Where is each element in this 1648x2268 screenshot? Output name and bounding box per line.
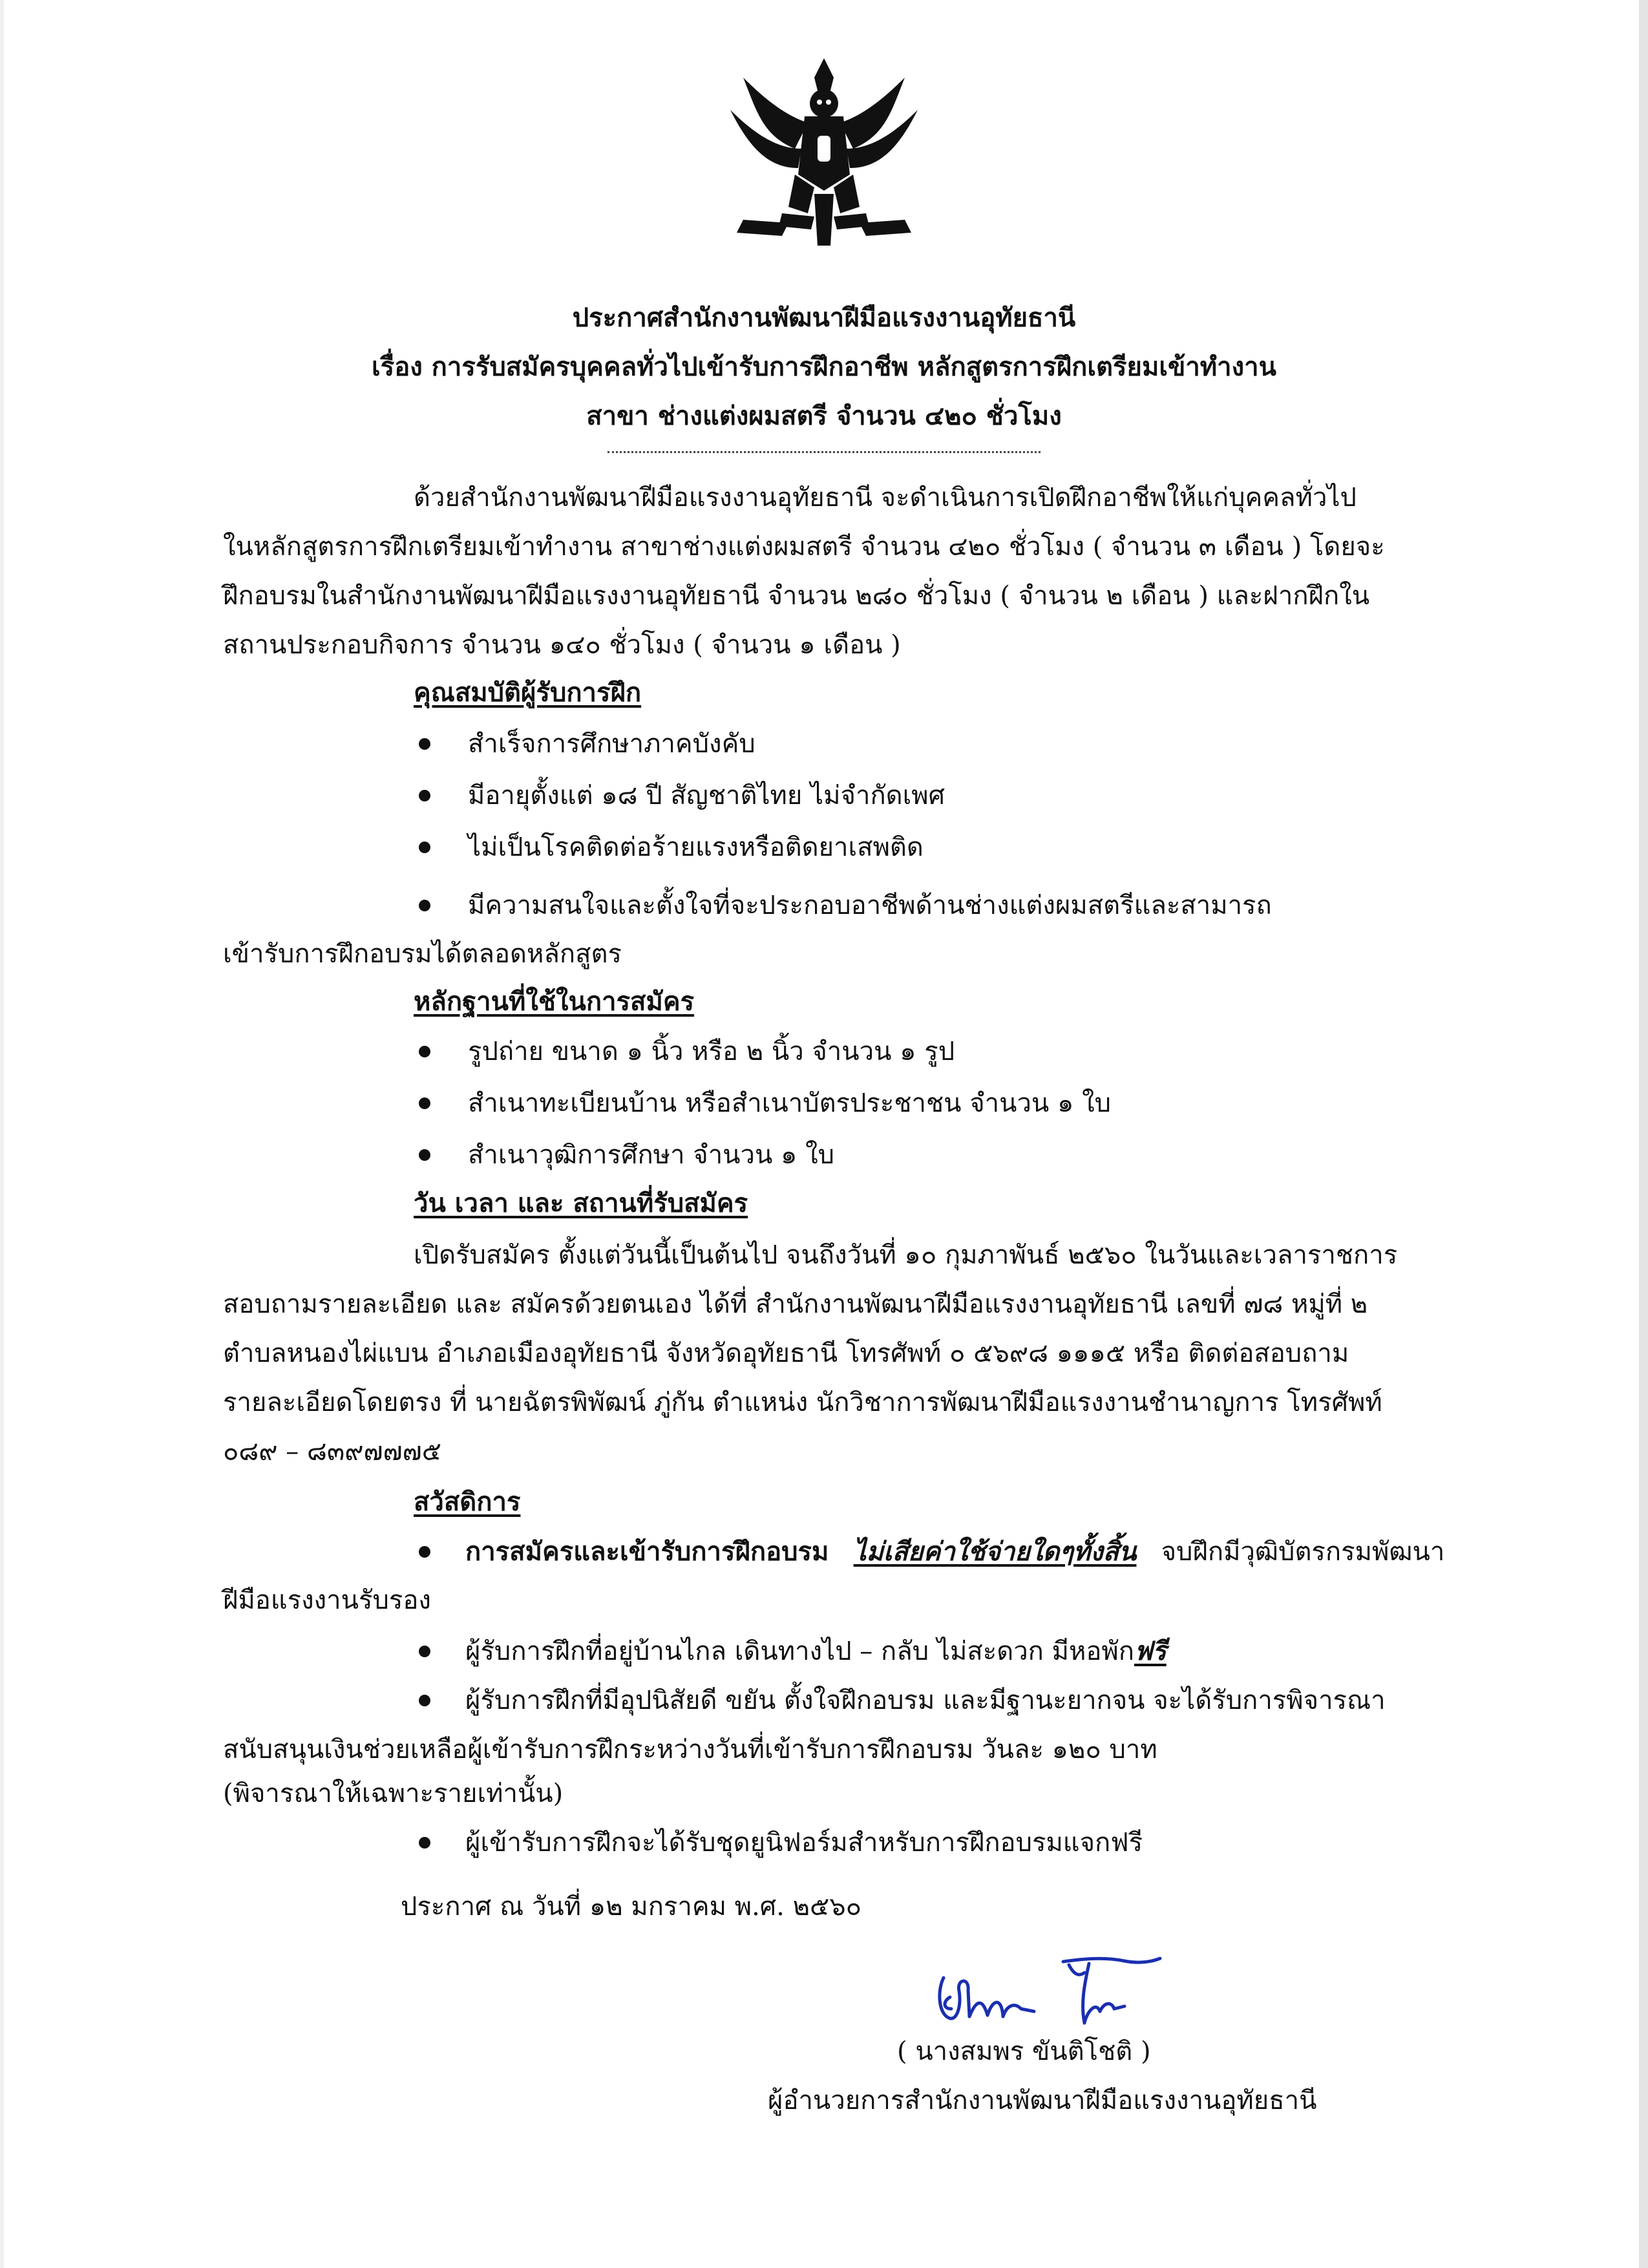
list-item: รูปถ่าย ขนาด ๑ นิ้ว หรือ ๒ นิ้ว จำนวน ๑ รูป bbox=[468, 1037, 955, 1066]
list-item-continuation: ฝีมือแรงงานรับรอง bbox=[223, 1585, 431, 1615]
list-item-continuation: สนับสนุนเงินช่วยเหลือผู้เข้ารับการฝึกระหว่างวันที่เข้ารับการฝึกอบรม วันละ ๑๒๐ บาท bbox=[223, 1735, 1157, 1765]
bullet-icon bbox=[419, 1546, 430, 1558]
bullet-icon bbox=[419, 1646, 430, 1657]
intro-line: ในหลักสูตรการฝึกเตรียมเข้าทำงาน สาขาช่างแต่งผมสตรี จำนวน ๔๒๐ ชั่วโมง ( จำนวน ๓ เดือน ) โดยจะ bbox=[223, 532, 1385, 562]
announcement-branch: สาขา ช่างแต่งผมสตรี จำนวน ๔๒๐ ชั่วโมง bbox=[586, 401, 1062, 431]
list-item: สำเนาทะเบียนบ้าน หรือสำเนาบัตรประชาชน จำนวน ๑ ใบ bbox=[468, 1088, 1111, 1118]
intro-line: ด้วยสำนักงานพัฒนาฝีมือแรงงานอุทัยธานี จะดำเนินการเปิดฝึกอาชีพให้แก่บุคคลทั่วไป bbox=[414, 483, 1357, 513]
list-item bbox=[465, 1536, 1444, 1567]
bullet-icon bbox=[419, 1097, 430, 1109]
qualifications-heading: คุณสมบัติผู้รับการฝึก bbox=[414, 677, 642, 708]
list-item: มีความสนใจและตั้งใจที่จะประกอบอาชีพด้านช่างแต่งผมสตรีและสามารถ bbox=[468, 891, 1272, 920]
announcement-subject: เรื่อง การรับสมัครบุคคลทั่วไปเข้ารับการฝึกอาชีพ หลักสูตรการฝึกเตรียมเข้าทำงาน bbox=[372, 352, 1276, 382]
scan-edge-right bbox=[1639, 0, 1648, 2268]
announcement-date: ประกาศ ณ วันที่ ๑๒ มกราคม พ.ศ. ๒๕๖๐ bbox=[401, 1892, 862, 1922]
signatory-position: ผู้อำนวยการสำนักงานพัฒนาฝีมือแรงงานอุทัยธานี bbox=[768, 2086, 1317, 2115]
bullet-icon bbox=[419, 1149, 430, 1161]
schedule-line: ตำบลหนองไผ่แบน อำเภอเมืองอุทัยธานี จังหวัดอุทัยธานี โทรศัพท์ ๐ ๕๖๙๘ ๑๑๑๕ หรือ ติดต่อสอบถาม bbox=[223, 1339, 1349, 1368]
scan-edge-left bbox=[0, 0, 4, 2268]
list-item-continuation: เข้ารับการฝึกอบรมได้ตลอดหลักสูตร bbox=[223, 939, 622, 969]
schedule-phone: ๐๘๙ – ๘๓๙๗๗๗๕ bbox=[223, 1437, 442, 1467]
welfare-item-tail: จบฝึกมีวุฒิบัตรกรมพัฒนา bbox=[1161, 1537, 1445, 1567]
schedule-line: สอบถามรายละเอียด และ สมัครด้วยตนเอง ได้ที่ สำนักงานพัฒนาฝีมือแรงงานอุทัยธานี เลขที่ ๗๘ หมู่ที่ ๒ bbox=[223, 1289, 1368, 1319]
bullet-icon bbox=[419, 1046, 430, 1057]
welfare-item-emphasis: ไม่เสียค่าใช้จ่ายใดๆทั้งสิ้น bbox=[853, 1536, 1137, 1567]
welfare-item-lead: การสมัครและเข้ารับการฝึกอบรม bbox=[465, 1536, 829, 1567]
list-item: ผู้รับการฝึกที่มีอุปนิสัยดี ขยัน ตั้งใจฝึกอบรม และมีฐานะยากจน จะได้รับการพิจารณา bbox=[465, 1686, 1386, 1715]
bullet-icon bbox=[419, 1695, 430, 1706]
announcement-title: ประกาศสำนักงานพัฒนาฝีมือแรงงานอุทัยธานี bbox=[572, 302, 1076, 333]
list-item-continuation: (พิจารณาให้เฉพาะรายเท่านั้น) bbox=[223, 1779, 564, 1808]
schedule-heading: วัน เวลา และ สถานที่รับสมัคร bbox=[414, 1188, 748, 1218]
bullet-icon bbox=[419, 900, 430, 911]
list-item: ไม่เป็นโรคติดต่อร้ายแรงหรือติดยาเสพติด bbox=[468, 832, 924, 862]
bullet-icon bbox=[419, 790, 430, 801]
list-item: ผู้เข้ารับการฝึกจะได้รับชุดยูนิฟอร์มสำหรับการฝึกอบรมแจกฟรี bbox=[465, 1828, 1143, 1858]
documents-heading: หลักฐานที่ใช้ในการสมัคร bbox=[414, 986, 695, 1017]
list-item bbox=[465, 1636, 1167, 1667]
intro-line: ฝึกอบรมในสำนักงานพัฒนาฝีมือแรงงานอุทัยธานี จำนวน ๒๘๐ ชั่วโมง ( จำนวน ๒ เดือน ) และฝากฝึกใน bbox=[223, 581, 1370, 611]
garuda-emblem-icon bbox=[717, 52, 931, 265]
title-divider bbox=[607, 451, 1041, 453]
list-item: มีอายุตั้งแต่ ๑๘ ปี สัญชาติไทย ไม่จำกัดเพศ bbox=[468, 781, 945, 811]
bullet-icon bbox=[419, 1837, 430, 1849]
signatory-name: ( นางสมพร ขันติโชติ ) bbox=[897, 2037, 1151, 2066]
bullet-icon bbox=[419, 842, 430, 853]
intro-line: สถานประกอบกิจการ จำนวน ๑๔๐ ชั่วโมง ( จำนวน ๑ เดือน ) bbox=[223, 630, 901, 660]
list-item: สำเนาวุฒิการศึกษา จำนวน ๑ ใบ bbox=[468, 1140, 835, 1170]
welfare-item-lead: ผู้รับการฝึกที่อยู่บ้านไกล เดินทางไป – กลับ ไม่สะดวก มีหอพัก bbox=[465, 1637, 1134, 1666]
bullet-icon bbox=[419, 738, 430, 750]
schedule-line: รายละเอียดโดยตรง ที่ นายฉัตรพิพัฒน์ ภู่กัน ตำแหน่ง นักวิชาการพัฒนาฝีมือแรงงานชำนาญการ โทรศัพท์ bbox=[223, 1388, 1382, 1417]
welfare-item-emphasis: ฟรี bbox=[1134, 1636, 1167, 1666]
handwritten-signature bbox=[931, 1939, 1176, 2042]
welfare-heading: สวัสดิการ bbox=[414, 1487, 521, 1517]
list-item: สำเร็จการศึกษาภาคบังคับ bbox=[468, 729, 755, 759]
schedule-line: เปิดรับสมัคร ตั้งแต่วันนี้เป็นต้นไป จนถึงวันที่ ๑๐ กุมภาพันธ์ ๒๕๖๐ ในวันและเวลาราชการ bbox=[414, 1240, 1398, 1270]
